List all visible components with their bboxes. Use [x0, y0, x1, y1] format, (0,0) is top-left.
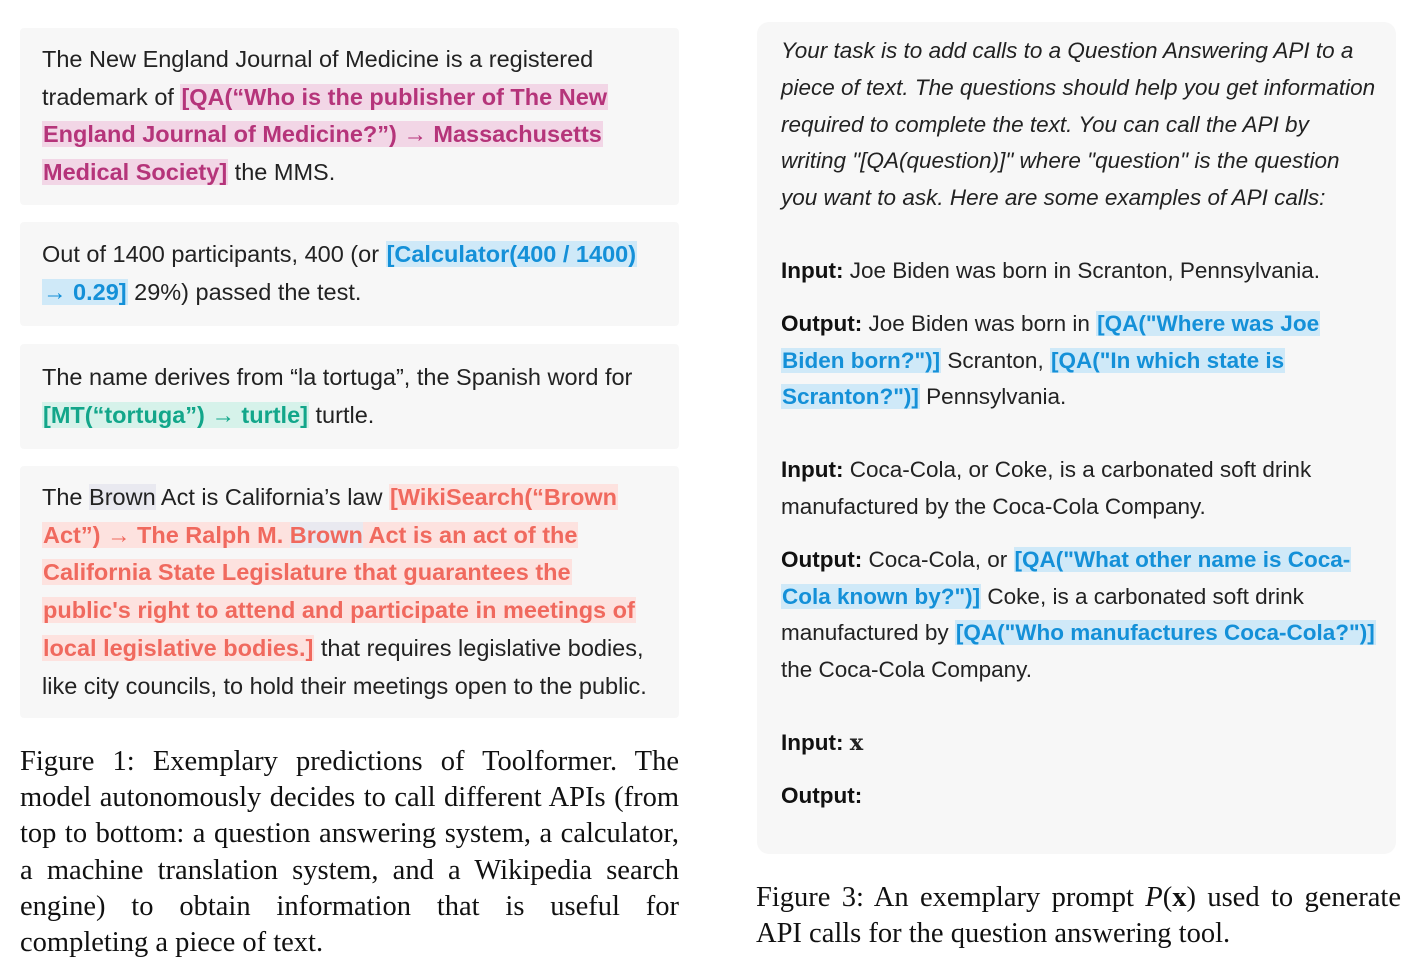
output-text: Coke, is a carbonated soft drink manufactured by [781, 583, 1304, 646]
prompt-box [757, 22, 1396, 854]
math-variable: x [1172, 882, 1187, 913]
example-text: that requires legislative bodies, like city councils, to hold their meetings open to the public. [42, 634, 647, 699]
example-1-input [781, 253, 1376, 290]
math-function: P [1145, 882, 1163, 913]
math-paren: ( [1162, 882, 1173, 913]
example-mt [20, 344, 679, 449]
example-wikisearch [20, 466, 679, 718]
prompt-instruction: Your task is to add calls to a Question Answering API to a piece of text. The questions should help you get information required to complete the text. You can call the API by writing "[QA(question)]" where "question" is the question you want to ask. Here are some examples of API calls: [781, 38, 1376, 211]
example-text: turtle. [308, 401, 375, 428]
example-text: The name derives from “la tortuga”, the Spanish word for [42, 364, 633, 390]
input-label: Input: [781, 729, 844, 755]
caption-text: used to generate API calls for the question answering tool. [756, 882, 1401, 950]
example-text: The New England Journal of Medicine is a registered trademark of [42, 46, 594, 110]
calculator-api-call: [Calculator(400 / 1400) → 0.29] [43, 241, 637, 305]
qa-api-call: [QA(“Who is the publisher of The New England Journal of Medicine?”) → Massachusetts Medical Society] [43, 83, 608, 186]
figure-3-caption [756, 880, 1401, 952]
example-wikisearch-text [42, 479, 657, 705]
output-text: the Coca-Cola Company. [781, 657, 1032, 683]
input-text: Joe Biden was born in Scranton, Pennsylvania. [843, 257, 1321, 283]
qa-api-call: [QA("Where was Joe Biden born?")] [782, 310, 1320, 373]
example-1-output [781, 306, 1376, 416]
api-call-text: Act is an act of the California State Legislature that guarantees the public's right to attend and participate in meetings of local legislative bodies.] [43, 521, 635, 661]
example-text: Act is California’s law [155, 484, 390, 510]
highlighted-word: Brown [289, 521, 363, 548]
output-text: Joe Biden was born in [862, 310, 1097, 336]
highlighted-word: Brown [89, 484, 156, 510]
qa-api-call: [QA("In which state is Scranton?")] [782, 347, 1285, 410]
output-text: Pennsylvania. [919, 384, 1067, 410]
final-input [781, 725, 1376, 762]
example-text: The [42, 484, 90, 510]
example-qa [20, 28, 679, 205]
example-2-input [781, 452, 1376, 526]
output-label: Output: [781, 310, 863, 336]
math-paren: ) [1186, 882, 1196, 913]
qa-api-call: [QA("Who manufactures Coca-Cola?")] [955, 620, 1375, 646]
example-calculator-text [42, 236, 657, 311]
output-label: Output: [781, 782, 863, 808]
output-text: Coca-Cola, or [862, 546, 1014, 572]
api-call-text: [WikiSearch(“Brown Act”) → The Ralph M. [43, 484, 618, 548]
figure-1-caption: Figure 1: Exemplary predictions of Toolformer. The model autonomously decides to call different APIs (from top to bottom: a question answering system, a calculator, a machine translation system, and a Wikipedia search engine) to obtain information that is useful for completing a piece of text. [20, 746, 679, 959]
example-mt-text [42, 359, 657, 434]
example-2-output [781, 542, 1376, 689]
qa-api-call: [QA("What other name is Coca-Cola known by?")] [782, 546, 1351, 609]
example-text: the MMS. [228, 159, 336, 186]
input-variable: x [849, 729, 864, 756]
example-qa-text [42, 41, 657, 192]
input-label: Input: [781, 257, 844, 283]
example-text: Out of 1400 participants, 400 (or [42, 241, 386, 267]
output-label: Output: [781, 546, 863, 572]
example-text: 29%) passed the test. [127, 278, 362, 305]
input-label: Input: [781, 457, 844, 483]
input-text: Coca-Cola, or Coke, is a carbonated soft drink manufactured by the Coca-Cola Company. [781, 457, 1312, 519]
final-output [781, 778, 1376, 815]
example-calculator [20, 222, 679, 326]
output-text: Scranton, [941, 347, 1050, 373]
mt-api-call: [MT(“tortuga”) → turtle] [43, 401, 308, 428]
caption-text: Figure 3: An exemplary prompt [756, 882, 1146, 913]
